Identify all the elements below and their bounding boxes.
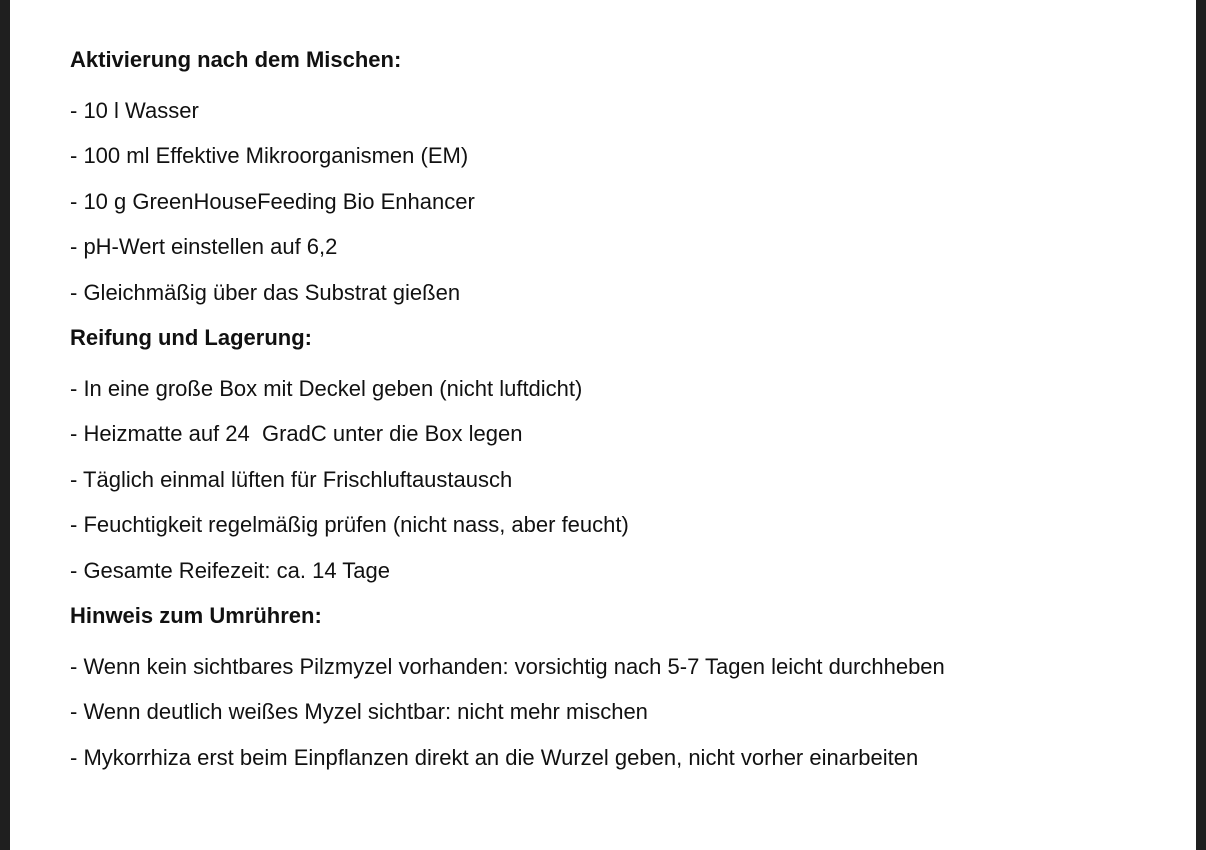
list-item: - In eine große Box mit Deckel geben (nicht luftdicht) — [70, 375, 583, 401]
list-item: - Gleichmäßig über das Substrat gießen — [70, 279, 461, 305]
list-item: - Feuchtigkeit regelmäßig prüfen (nicht nass, aber feucht) — [70, 512, 629, 538]
section-heading: Hinweis zum Umrühren: — [70, 602, 322, 628]
document-page — [10, 0, 1196, 850]
list-item: - Gesamte Reifezeit: ca. 14 Tage — [70, 557, 390, 583]
list-item: - Heizmatte auf 24 GradC unter die Box legen — [70, 421, 523, 447]
list-item: - Täglich einmal lüften für Frischluftaustausch — [70, 466, 513, 492]
list-item: - 10 l Wasser — [70, 98, 199, 123]
item-list — [70, 95, 1176, 309]
list-item: - Wenn kein sichtbares Pilzmyzel vorhanden: vorsichtig nach 5-7 Tagen leicht durchheben — [70, 653, 945, 679]
list-item: - Mykorrhiza erst beim Einpflanzen direkt an die Wurzel geben, nicht vorher einarbeiten — [70, 744, 919, 770]
item-list — [70, 651, 1176, 774]
section-activation — [70, 44, 1176, 309]
section-heading: Reifung und Lagerung: — [70, 324, 312, 350]
section-heading: Aktivierung nach dem Mischen: — [70, 47, 402, 72]
list-item: - 10 g GreenHouseFeeding Bio Enhancer — [70, 188, 475, 214]
list-item: - 100 ml Effektive Mikroorganismen (EM) — [70, 143, 469, 169]
list-item: - Wenn deutlich weißes Myzel sichtbar: nicht mehr mischen — [70, 699, 648, 725]
section-stirring-note — [70, 600, 1176, 774]
document-content — [70, 44, 1176, 787]
list-item: - pH-Wert einstellen auf 6,2 — [70, 234, 338, 260]
section-maturation — [70, 322, 1176, 587]
item-list — [70, 373, 1176, 587]
